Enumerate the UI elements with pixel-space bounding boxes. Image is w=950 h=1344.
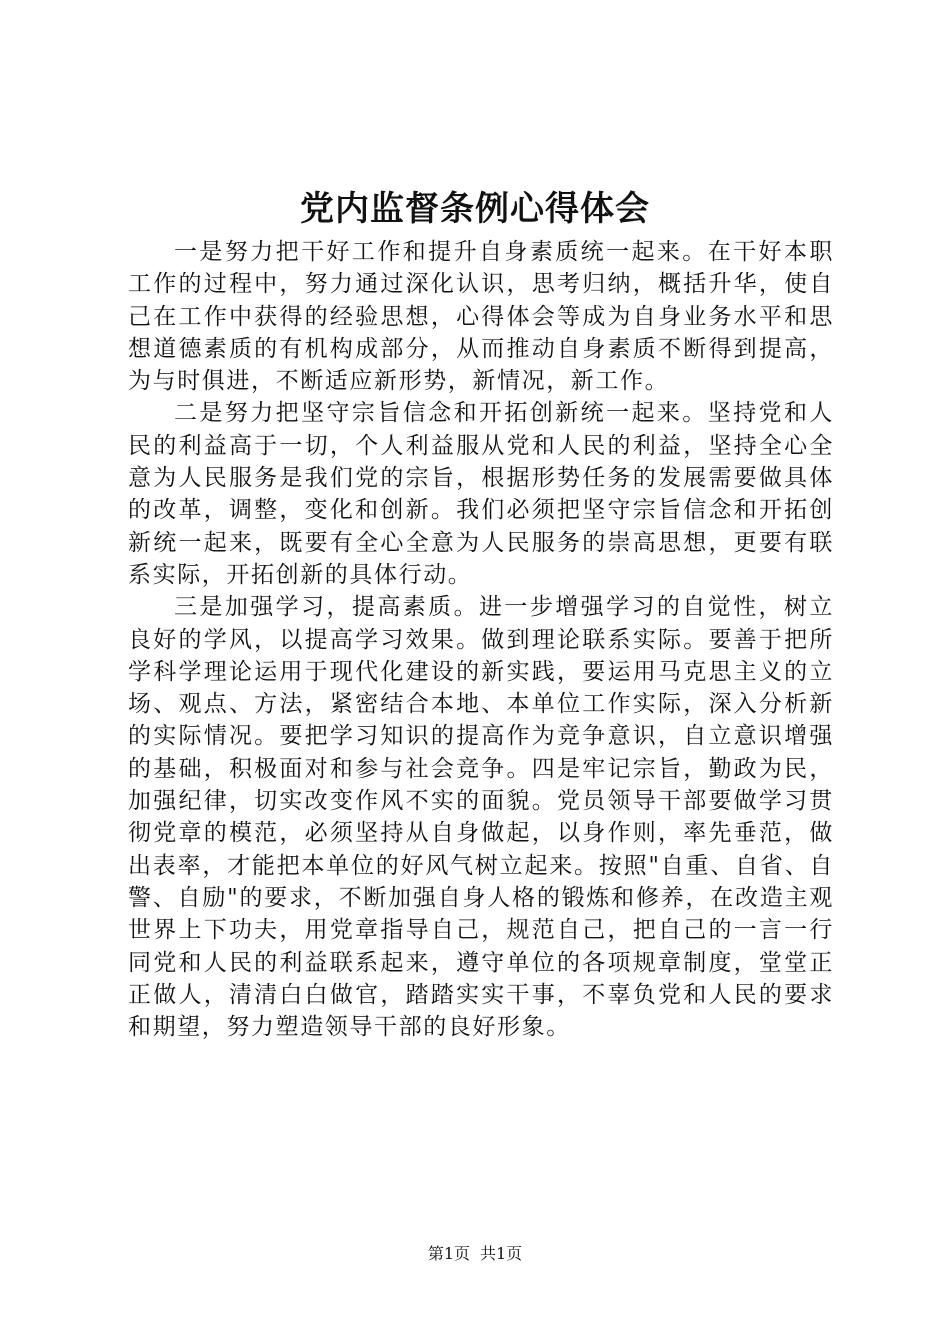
page-number-total: 共1页 bbox=[480, 1244, 523, 1263]
page-number-current: 第1页 bbox=[427, 1244, 470, 1263]
paragraph-2: 二是努力把坚守宗旨信念和开拓创新统一起来。坚持党和人民的利益高于一切，个人利益服从党和人民的利益，坚持全心全意为人民服务是我们党的宗旨，根据形势任务的发展需要做具体的改革，调整，变化和创新。我们必须把坚守宗旨信念和开拓创新统一起来，既要有全心全意为人民服务的崇高思想，更要有联系实际，开拓创新的具体行动。 bbox=[128, 400, 834, 588]
paragraph-1: 一是努力把干好工作和提升自身素质统一起来。在干好本职工作的过程中，努力通过深化认识，思考归纳，概括升华，使自己在工作中获得的经验思想，心得体会等成为自身业务水平和思想道德素质的有机构成部分，从而推动自身素质不断得到提高，为与时俱进，不断适应新形势，新情况，新工作。 bbox=[128, 239, 834, 395]
document-body bbox=[128, 236, 834, 1043]
page-footer bbox=[0, 1243, 950, 1265]
paragraph-3: 三是加强学习，提高素质。进一步增强学习的自觉性，树立良好的学风，以提高学习效果。做到理论联系实际。要善于把所学科学理论运用于现代化建设的新实践，要运用马克思主义的立场、观点、方法，紧密结合本地、本单位工作实际，深入分析新的实际情况。要把学习知识的提高作为竞争意识，自立意识增强的基础，积极面对和参与社会竞争。四是牢记宗旨，勤政为民，加强纪律，切实改变作风不实的面貌。党员领导干部要做学习贯彻党章的模范，必须坚持从自身做起，以身作则，率先垂范，做出表率，才能把本单位的好风气树立起来。按照"自重、自省、自警、自励"的要求，不断加强自身人格的锻炼和修养，在改造主观世界上下功夫，用党章指导自己，规范自己，把自己的一言一行同党和人民的利益联系起来，遵守单位的各项规章制度，堂堂正正做人，清清白白做官，踏踏实实干事，不辜负党和人民的要求和期望，努力塑造领导干部的良好形象。 bbox=[128, 594, 834, 1041]
document-title: 党内监督条例心得体会 bbox=[300, 189, 650, 229]
